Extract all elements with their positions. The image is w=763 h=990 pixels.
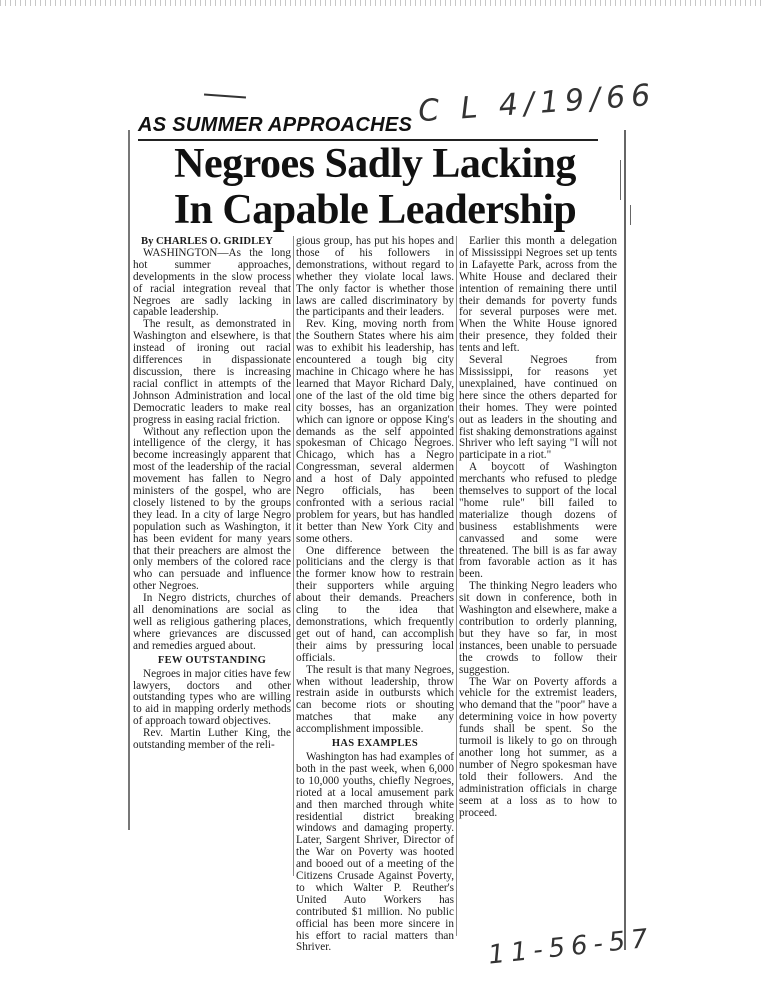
paragraph: The thinking Negro leaders who sit down in conference, both in Washington and elsewhere, make a contribution to orderly planning, but they have so far, in most instances, been unable to persuade the crowds to follow their suggestion. bbox=[459, 580, 617, 676]
paragraph: gious group, has put his hopes and those of his followers in demonstrations, without regard to whether they violate local laws. The only factor is whether those laws are called discriminatory by the participants and their leaders. bbox=[296, 235, 454, 319]
handwritten-dash bbox=[204, 94, 246, 99]
kicker-heading: AS SUMMER APPROACHES bbox=[138, 114, 413, 136]
paragraph: Without any reflection upon the intelligence of the clergy, it has become increasingly apparent that most of the leadership of the racial movement has fallen to Negro ministers of the gospel, who are closely listened to by the groups they lead. In a city of large Negro population such as Washington, it has been evident for many years that their preachers are almost the only members of the colored race who can persuade and influence other Negroes. bbox=[133, 425, 291, 593]
column-rule bbox=[293, 236, 294, 876]
paragraph: In Negro districts, churches of all denominations are social as well as religious gathering places, where grievances are discussed and remedies argued about. bbox=[133, 592, 291, 652]
scan-top-edge bbox=[0, 0, 763, 6]
article-column-1 bbox=[133, 236, 291, 752]
article-column-2 bbox=[296, 236, 454, 954]
headline-line-2: In Capable Leadership bbox=[173, 187, 577, 233]
headline-line-1: Negroes Sadly Lacking bbox=[174, 141, 576, 187]
handwritten-file-number: 11-56-57 bbox=[486, 923, 656, 971]
article-column-3 bbox=[459, 236, 617, 819]
column-rule bbox=[456, 236, 457, 936]
handwritten-date-note: C L 4/19/66 bbox=[417, 77, 658, 130]
paragraph: Rev. Martin Luther King, the outstanding member of the reli- bbox=[133, 727, 291, 752]
article-headline bbox=[140, 141, 610, 233]
byline: By CHARLES O. GRIDLEY bbox=[141, 236, 273, 247]
scan-mark bbox=[630, 205, 631, 225]
paragraph: Negroes in major cities have few lawyers, doctors and other outstanding types who are willing to aid in mapping orderly methods of approach toward objectives. bbox=[133, 667, 291, 728]
paragraph: The result, as demonstrated in Washington and elsewhere, is that instead of ironing out racial differences in dispassionate discussion, there is increasing racial conflict in attempts of the Johnson Administration and local Democratic leaders to make real progress in easing racial friction. bbox=[133, 318, 291, 426]
clipping-right-edge bbox=[624, 130, 626, 950]
paragraph: The War on Poverty affords a vehicle for the extremist leaders, who demand that the "poor" have a determining voice in how poverty funds shall be spent. So the turmoil is likely to go on through another long hot summer, as a number of Negro spokesman have told their followers. And the administration officials in charge seem at a loss as to how to proceed. bbox=[459, 675, 617, 819]
paragraph: The result is that many Negroes, when without leadership, throw restrain aside in outbursts which can become riots or shouting matches that make any accomplishment impossible. bbox=[296, 663, 454, 736]
paragraph: Earlier this month a delegation of Mississippi Negroes set up tents in Lafayette Park, across from the White House and declared their intention of remaining there until their demands for poverty funds for several purposes were met. When the White House ignored their presence, they folded their tents and left. bbox=[459, 235, 617, 355]
subheading: FEW OUTSTANDING bbox=[157, 654, 267, 666]
paragraph: One difference between the politicians and the clergy is that the former know how to restrain their supporters while arguing about their demands. Preachers cling to the idea that demonstrations, which frequently get out of hand, can accomplish their aims by pressuring local officials. bbox=[296, 544, 454, 664]
paragraph: Washington has had examples of both in the past week, when 6,000 to 10,000 youths, chiefly Negroes, rioted at a local amusement park and then marched through white residential district breaking windows and damaging property. Later, Sargent Shriver, Director of the War on Poverty was hooted and booed out of a meeting of the Citizens Crusade Against Poverty, to which Walter P. Reuther's United Auto Workers has contributed $1 million. No public official has been more sincere in his effort to racial matters than Shriver. bbox=[296, 750, 454, 954]
scan-mark bbox=[620, 160, 621, 200]
paragraph: Several Negroes from Mississippi, for reasons yet unexplained, have continued on here since the others departed for their homes. They were pointed out as leaders in the shouting and fist shaking demonstrations against Shriver who left saying "I will not participate in a riot." bbox=[459, 354, 617, 462]
subheading: HAS EXAMPLES bbox=[331, 738, 419, 750]
paragraph: A boycott of Washington merchants who refused to pledge themselves to support of the local "home rule" bill failed to materialize though dozens of business establishments were canvassed and some were threatened. The bill is as far away from favorable action as it has been. bbox=[459, 461, 617, 581]
clipping-left-edge bbox=[128, 130, 130, 830]
paragraph: WASHINGTON—As the long hot summer approaches, developments in the slow process of racial integration reveal that Negroes are sadly lacking in capable leadership. bbox=[133, 246, 291, 319]
paragraph: Rev. King, moving north from the Southern States where his aim was to exhibit his leadership, has encountered a tough big city machine in Chicago where he has learned that Mayor Richard Daly, one of the last of the old time big city bosses, has an organization which can ignore or oppose King's demands as the self appointed spokesman of Chicago Negroes. Chicago, which has a Negro Congressman, several aldermen and a host of Daly appointed Negro officials, has been confronted with a serious racial problem for years, but has handled it better than New York City and some others. bbox=[296, 318, 454, 545]
